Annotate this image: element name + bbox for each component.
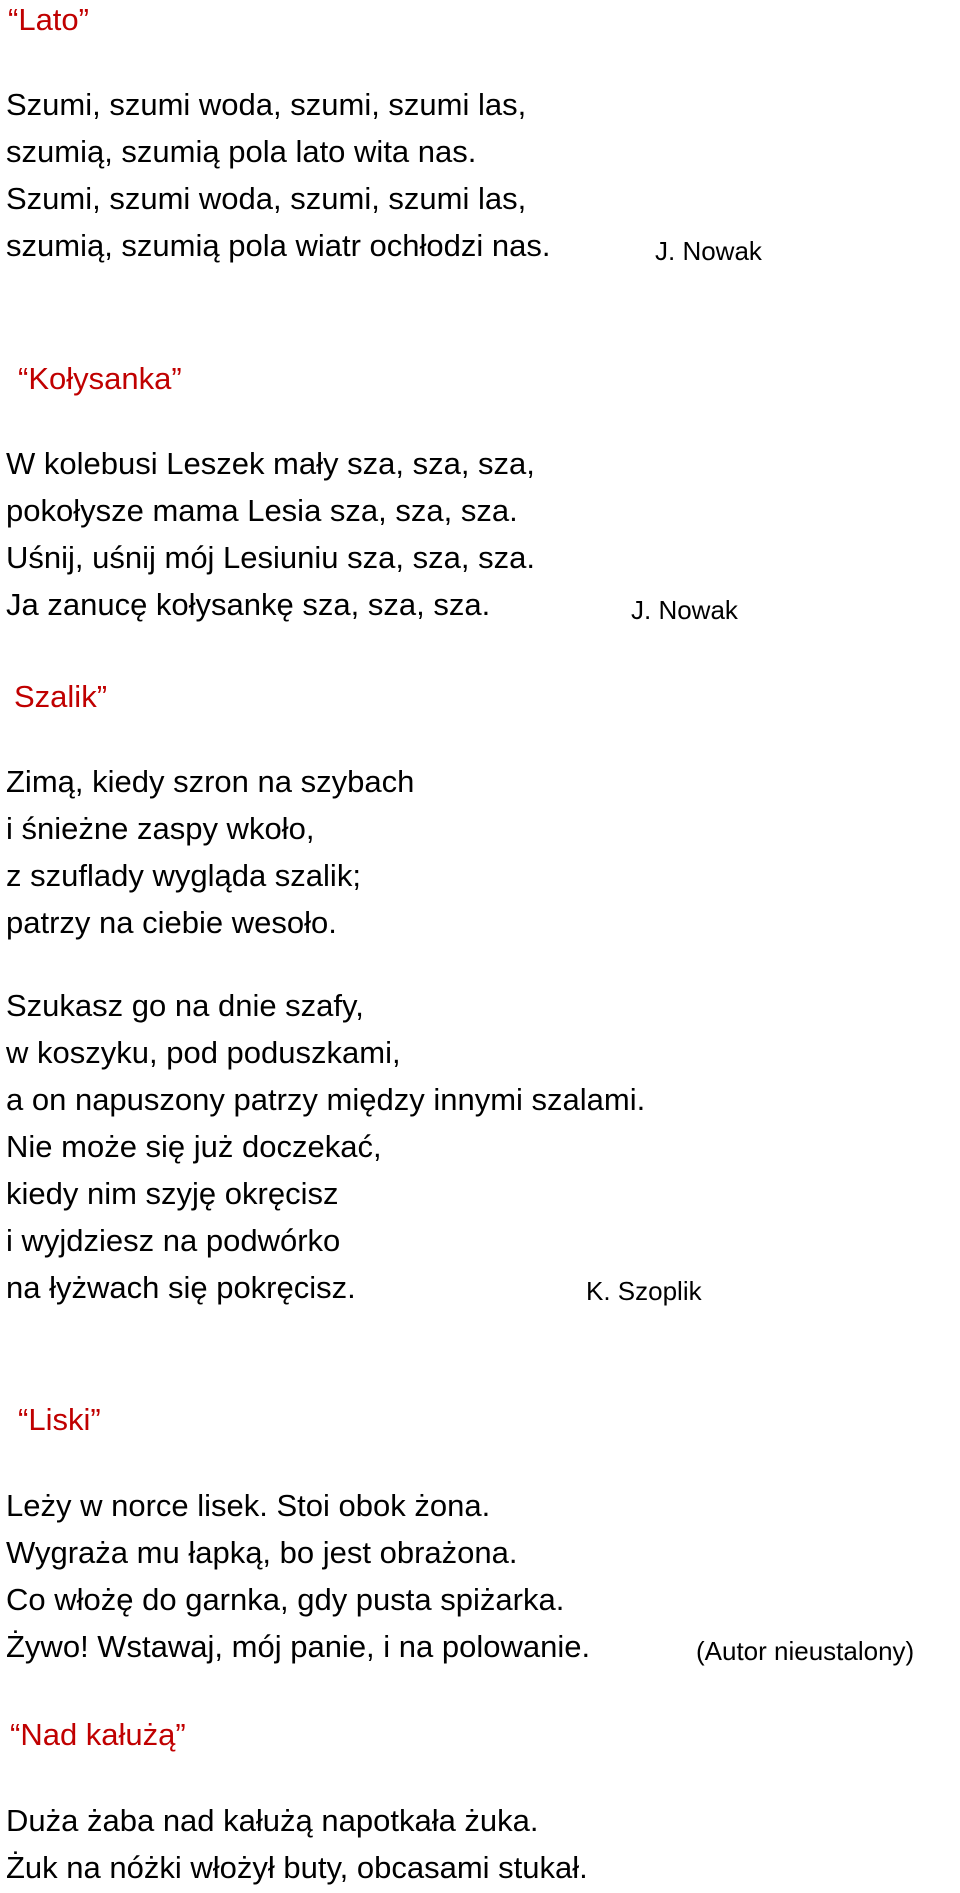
stanza [6,1797,588,1891]
verse-line: Zimą, kiedy szron na szybach [6,764,415,799]
verse-line: Uśnij, uśnij mój Lesiuniu sza, sza, sza. [6,540,535,575]
poem-author: (Autor nieustalony) [696,1636,915,1666]
poem-title: “Lato” [8,2,89,37]
stanza [6,1482,590,1670]
verse-line: i śnieżne zaspy wkoło, [6,811,315,846]
verse-line: z szuflady wygląda szalik; [6,858,361,893]
verse-line: i wyjdziesz na podwórko [6,1223,341,1258]
verse-line: W kolebusi Leszek mały sza, sza, sza, [6,446,535,481]
verse-line: Nie może się już doczekać, [6,1129,382,1164]
verse-line: szumią, szumią pola wiatr ochłodzi nas. [6,228,551,263]
stanza [6,982,645,1311]
verse-line: patrzy na ciebie wesoło. [6,905,337,940]
poem-title: Szalik” [14,679,108,714]
stanza [6,758,414,946]
poem-author: K. Szoplik [586,1276,702,1306]
verse-line: Szukasz go na dnie szafy, [6,988,364,1023]
stanza [6,440,535,628]
verse-line: Ja zanucę kołysankę sza, sza, sza. [6,587,491,622]
poem-author: J. Nowak [631,595,738,625]
verse-line: Szumi, szumi woda, szumi, szumi las, [6,181,527,216]
verse-line: kiedy nim szyję okręcisz [6,1176,339,1211]
verse-line: Leży w norce lisek. Stoi obok żona. [6,1488,491,1523]
verse-line: szumią, szumią pola lato wita nas. [6,134,477,169]
poem-title: “Nad kałużą” [10,1717,186,1752]
poem-title: “Liski” [18,1402,101,1437]
verse-line: pokołysze mama Lesia sza, sza, sza. [6,493,518,528]
verse-line: Duża żaba nad kałużą napotkała żuka. [6,1803,539,1838]
verse-line: na łyżwach się pokręcisz. [6,1270,356,1305]
verse-line: a on napuszony patrzy między innymi szalami. [6,1082,646,1117]
verse-line: Wygraża mu łapką, bo jest obrażona. [6,1535,518,1570]
verse-line: Co włożę do garnka, gdy pusta spiżarka. [6,1582,565,1617]
verse-line: Żuk na nóżki włożył buty, obcasami stukał. [6,1850,588,1885]
verse-line: w koszyku, pod poduszkami, [6,1035,401,1070]
stanza [6,81,550,269]
poem-author: J. Nowak [655,236,762,266]
verse-line: Szumi, szumi woda, szumi, szumi las, [6,87,527,122]
poem-title: “Kołysanka” [18,361,182,396]
verse-line: Żywo! Wstawaj, mój panie, i na polowanie. [6,1629,591,1664]
